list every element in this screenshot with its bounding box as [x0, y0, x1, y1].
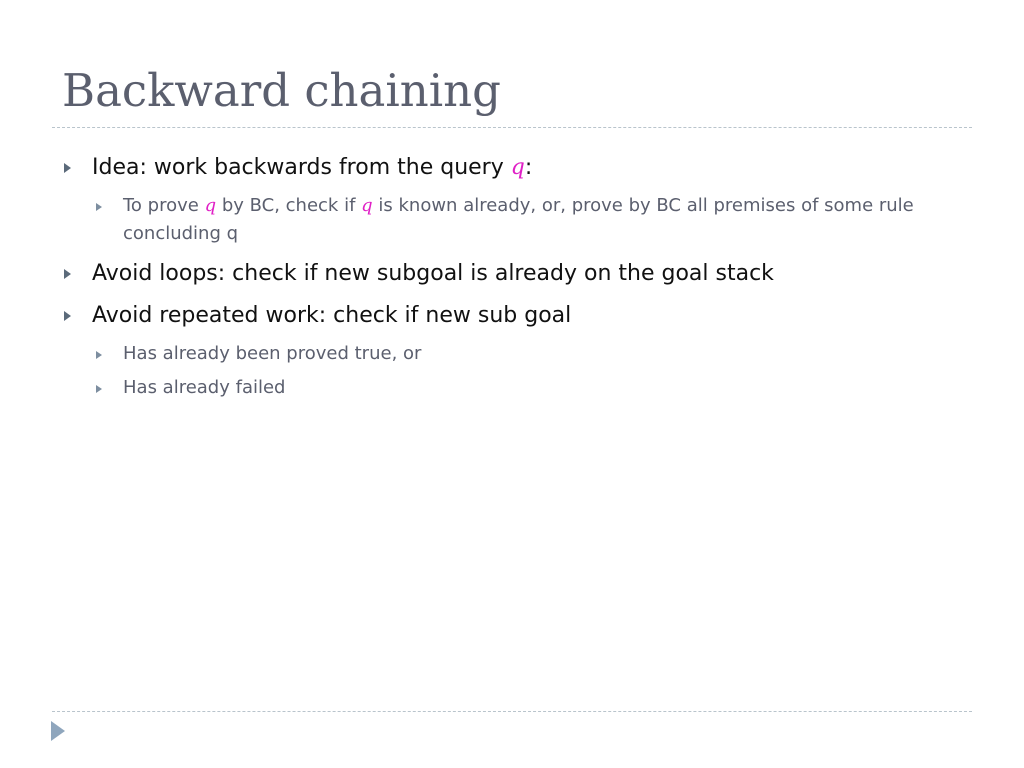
bullet-triangle-icon: [64, 163, 71, 173]
play-arrow-icon[interactable]: [51, 721, 65, 741]
bullet-text: :: [524, 155, 533, 180]
bullet-text: Avoid repeated work: check if new sub goal: [92, 303, 572, 328]
query-variable: q: [204, 195, 217, 216]
slide-title: Backward chaining: [62, 64, 501, 117]
bullet-triangle-icon: [64, 269, 71, 279]
sub-bullet-text: by BC, check if: [216, 195, 362, 216]
sub-bullet-triangle-icon: [96, 385, 102, 393]
bullet-triangle-icon: [64, 311, 71, 321]
bullet-idea: [60, 150, 960, 186]
sub-bullet-text: Has already been proved true, or: [123, 343, 422, 364]
query-variable: q: [361, 195, 373, 216]
bullet-text: Idea: work backwards from the query: [92, 155, 511, 180]
bullet-text: Avoid loops: check if new subgoal is already on the goal stack: [92, 261, 774, 286]
footer-divider: [52, 711, 972, 712]
sub-bullet-proved-true: [60, 340, 960, 368]
bullet-avoid-loops: [60, 256, 960, 292]
slide-content: [60, 150, 960, 402]
title-divider: [52, 127, 972, 128]
bullet-avoid-repeated-work: [60, 298, 960, 334]
sub-bullet-triangle-icon: [96, 203, 102, 211]
sub-bullet-text: is known already, or, prove by BC all premises of some rule concluding q: [123, 195, 914, 244]
sub-bullet-failed: [60, 374, 960, 402]
sub-bullet-text: To prove: [123, 195, 205, 216]
sub-bullet-text: Has already failed: [123, 377, 286, 398]
query-variable: q: [510, 155, 525, 180]
sub-bullet-triangle-icon: [96, 351, 102, 359]
sub-bullet-to-prove: [60, 192, 960, 248]
